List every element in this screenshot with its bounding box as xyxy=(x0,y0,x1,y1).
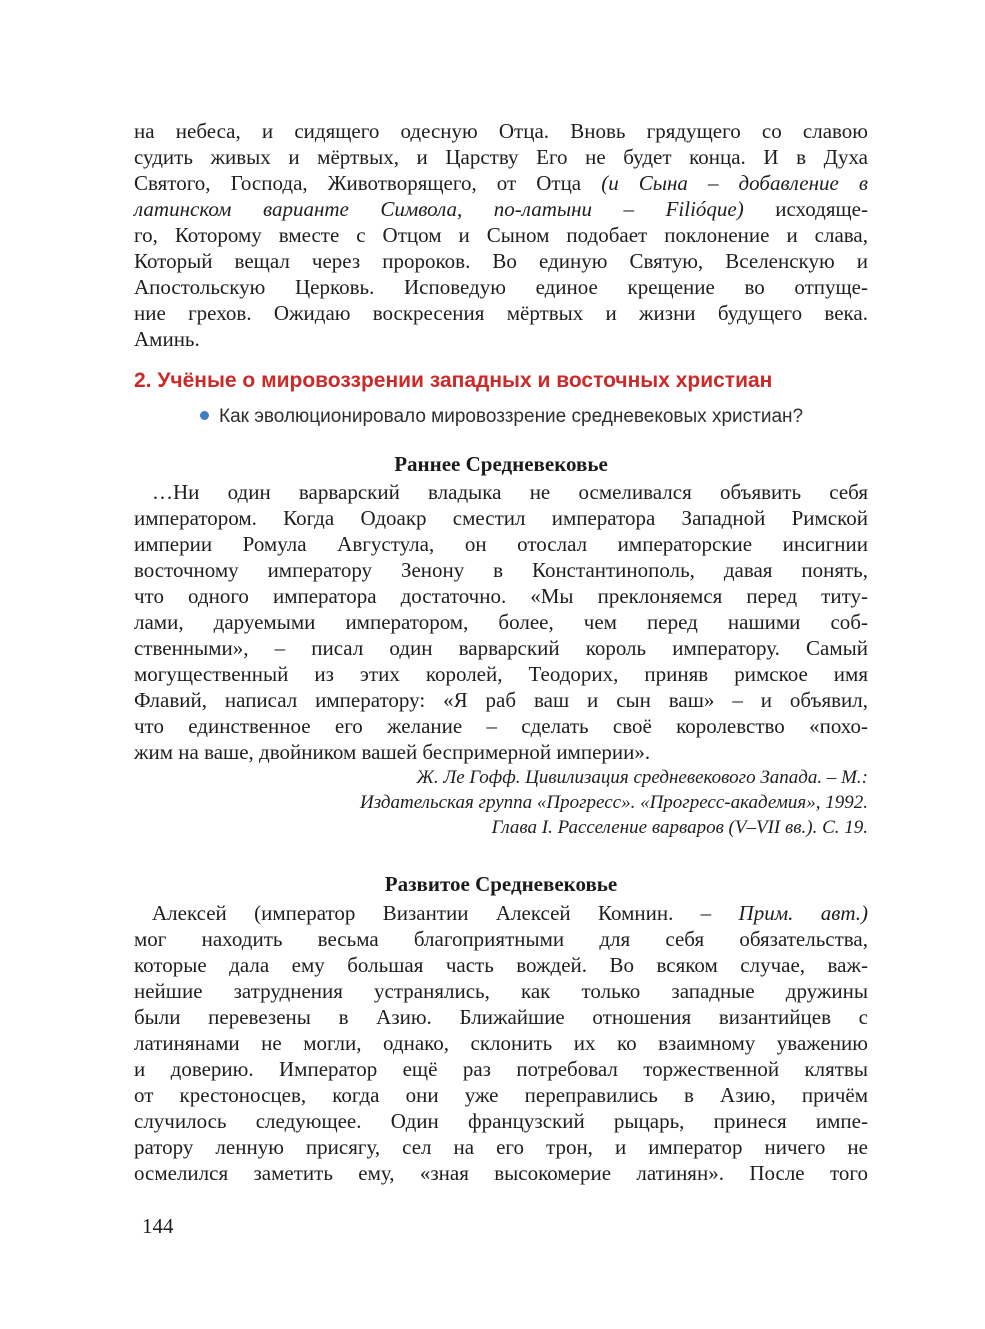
text-line: от крестоносцев, когда они уже переправились в Азию, причём xyxy=(134,1083,868,1107)
section-question xyxy=(134,404,868,430)
text-line: лами, даруемыми императором, более, чем перед нашими соб- xyxy=(134,610,868,634)
high-middle-ages-paragraph xyxy=(134,900,868,1186)
text-line: империи Ромула Августула, он отослал императорские инсигнии xyxy=(134,532,868,556)
creed-paragraph xyxy=(134,118,868,352)
text-line: Апостольскую Церковь. Исповедую единое крещение во отпуще- xyxy=(134,275,868,299)
text-line: и доверию. Император ещё раз потребовал торжественной клятвы xyxy=(134,1057,868,1081)
text-line: ственными», – писал один варварский король императору. Самый xyxy=(134,636,868,660)
text-line: ние грехов. Ожидаю воскресения мёртвых и жизни будущего века. xyxy=(134,301,868,325)
text-line: восточному императору Зенону в Константинополь, давая понять, xyxy=(134,558,868,582)
text-line: Издательская группа «Прогресс». «Прогресс-академия», 1992. xyxy=(360,792,868,813)
question-text: Как эволюционировало мировоззрение средневековых христиан? xyxy=(219,406,804,427)
text-block xyxy=(134,0,868,1239)
text-line: нейшие затруднения устранялись, как только западные дружины xyxy=(134,979,868,1003)
text-line: Аминь. xyxy=(134,327,200,351)
page-number: 144 xyxy=(142,1214,174,1238)
text-line: …Ни один варварский владыка не осмеливался объявить себя xyxy=(152,480,868,504)
text-line: судить живых и мёртвых, и Царству Его не будет конца. И в Духа xyxy=(134,145,868,169)
text-line: осмелился заметить ему, «зная высокомерие латинян». После того xyxy=(134,1161,868,1185)
bullet-icon xyxy=(200,411,209,420)
text-line: которые дала ему большая часть вождей. Во всяком случае, важ- xyxy=(134,953,868,977)
section-heading: 2. Учёные о мировоззрении западных и восточных христиан xyxy=(134,369,773,392)
text-line: ратору ленную присягу, сел на его трон, и император ничего не xyxy=(134,1135,868,1159)
early-middle-ages-paragraph xyxy=(134,479,868,765)
subsection-heading-early-middle-ages: Раннее Средневековье xyxy=(394,452,608,476)
text-line: Ж. Ле Гофф. Цивилизация средневекового Запада. – М.: xyxy=(416,767,868,788)
text-line: были перевезены в Азию. Ближайшие отношения византийцев с xyxy=(134,1005,868,1029)
text-line: латинском варианте Символа, по-латыни – Filióque) исходяще- xyxy=(134,197,868,221)
text-line: случилось следующее. Один французский рыцарь, принеся импе- xyxy=(134,1109,868,1133)
text-line: императором. Когда Одоакр сместил императора Западной Римской xyxy=(134,506,868,530)
text-line: на небеса, и сидящего одесную Отца. Вновь грядущего со славою xyxy=(134,119,868,143)
text-line: жим на ваше, двойником вашей беспримерной империи». xyxy=(134,740,651,764)
subsection-heading-high-middle-ages: Развитое Средневековье xyxy=(384,872,618,896)
text-line: Святого, Господа, Животворящего, от Отца (и Сына – добавление в xyxy=(134,171,868,195)
text-line: Флавий, написал императору: «Я раб ваш и сын ваш» – и объявил, xyxy=(134,688,868,712)
text-line: что одного императора достаточно. «Мы преклоняемся перед титу- xyxy=(134,584,868,608)
text-line: латинянами не могли, однако, склонить их ко взаимному уважению xyxy=(134,1031,868,1055)
text-line: Который вещал через пророков. Во единую Святую, Вселенскую и xyxy=(134,249,868,273)
text-line: мог находить весьма благоприятными для себя обязательства, xyxy=(134,927,868,951)
text-line: го, Которому вместе с Отцом и Сыном подобает поклонение и слава, xyxy=(134,223,868,247)
text-line: что единственное его желание – сделать своё королевство «похо- xyxy=(134,714,868,738)
source-citation xyxy=(134,765,868,840)
text-line: Алексей (император Византии Алексей Комнин. – Прим. авт.) xyxy=(152,901,869,925)
text-line: могущественный из этих королей, Теодорих, приняв римское имя xyxy=(134,662,868,686)
text-line: Глава I. Расселение варваров (V–VII вв.). С. 19. xyxy=(491,817,868,838)
